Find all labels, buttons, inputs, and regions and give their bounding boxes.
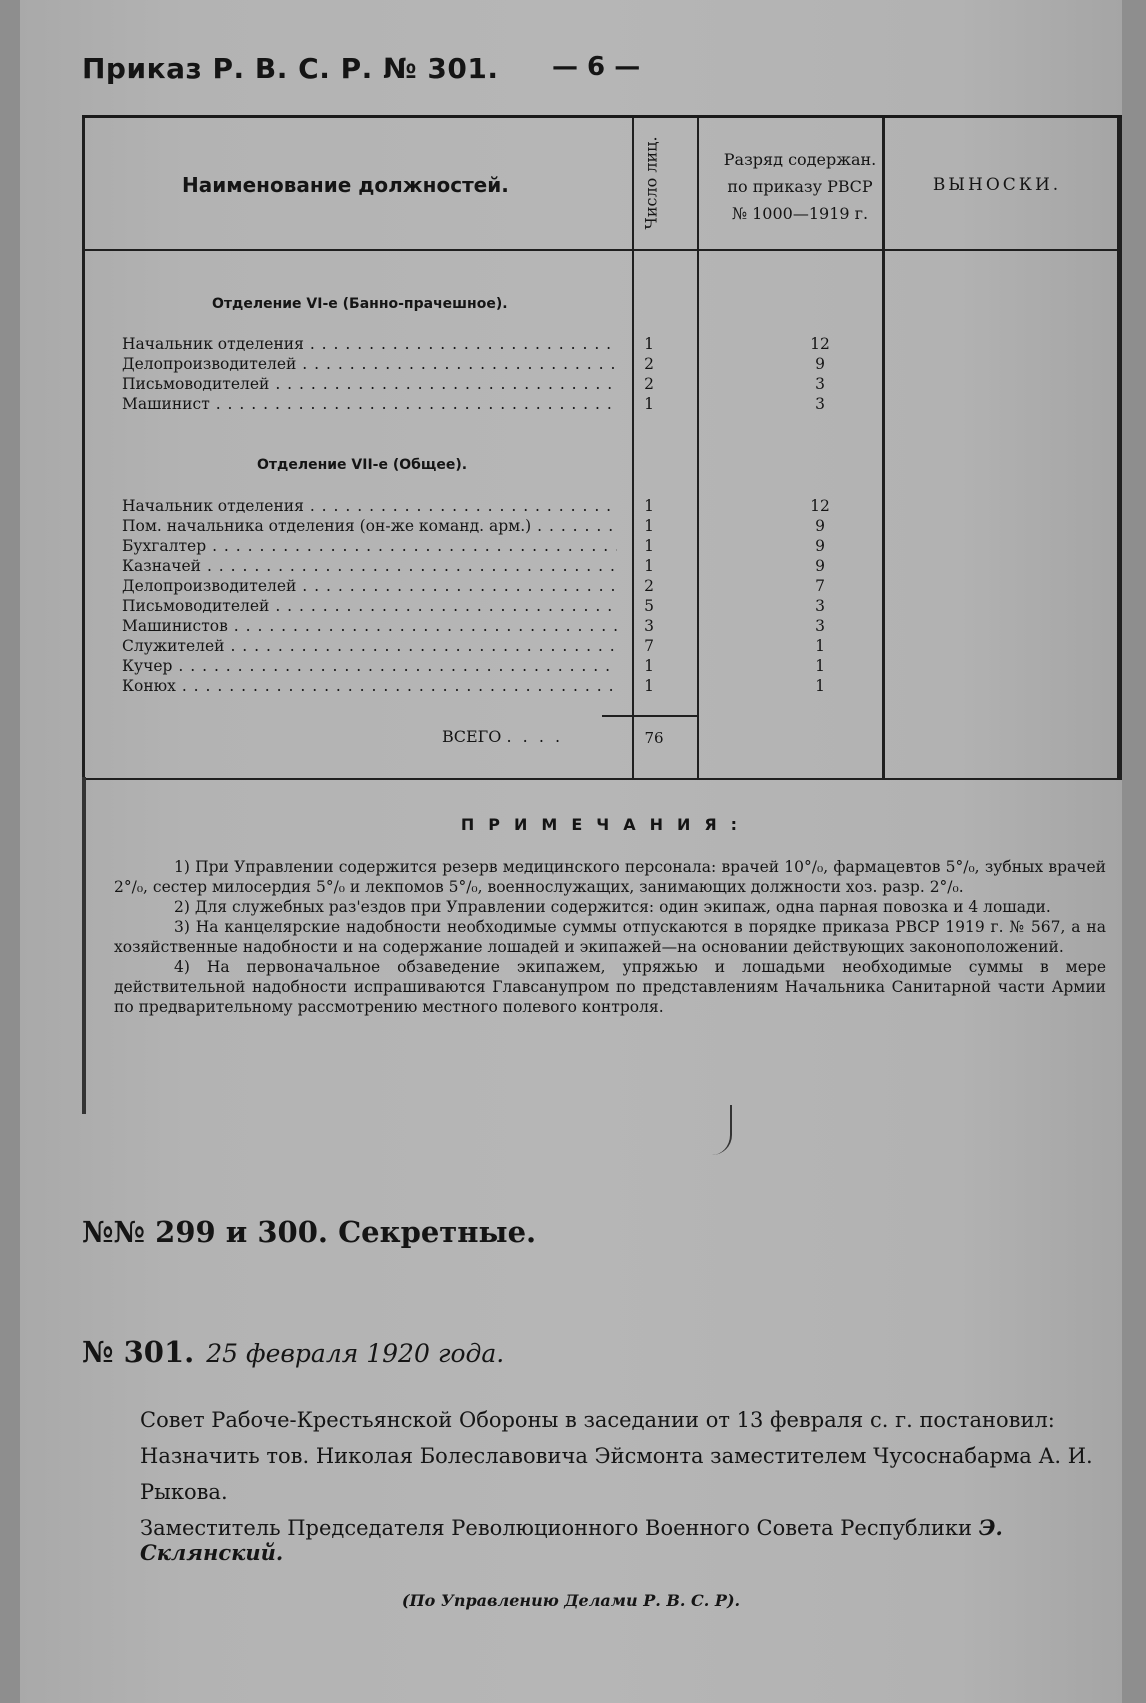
section-title-7: Отделение VII-е (Общее). xyxy=(257,457,468,473)
table-left-border xyxy=(82,118,85,780)
count-cell: 5 xyxy=(644,597,654,615)
total-label-text: ВСЕГО xyxy=(442,727,502,746)
position-name: Письмоводителей . . . xyxy=(122,596,617,616)
page-header xyxy=(82,52,1092,92)
position-name: Кучер . . . xyxy=(122,656,617,676)
rank-header-line: по приказу РВСР xyxy=(727,177,873,196)
position-name: Делопроизводителей . . . xyxy=(122,576,617,596)
table-row xyxy=(122,576,1122,596)
rank-cell: 9 xyxy=(815,537,825,555)
total-rule xyxy=(632,715,697,717)
notes-section xyxy=(82,777,1122,1114)
header-rule xyxy=(82,249,1122,251)
position-name: Бухгалтер . . . xyxy=(122,536,617,556)
table-row xyxy=(122,656,1122,676)
rank-cell: 1 xyxy=(815,677,825,695)
note-item: 3) На канцелярские надобности необходимые суммы отпускаются в порядке приказа РВСР 1919 г. № 567, а на хозяйственные надобности и на содержание лошадей и экипажей—на основании действующих законоположений. xyxy=(114,918,1106,956)
rank-cell: 9 xyxy=(815,355,825,373)
table-row xyxy=(122,354,1122,374)
table-row xyxy=(122,536,1122,556)
note-item: 4) На первоначальное обзаведение экипажем, упряжью и лошадьми необходимые суммы в мере действительной надобности испрашиваются Главсанупром по представлениям Начальника Санитарной части Армии по предварительному рассмотрению местного полевого контроля. xyxy=(114,958,1106,1016)
total-value: 76 xyxy=(644,729,664,747)
count-cell: 1 xyxy=(644,497,654,515)
total-dots: . . . . xyxy=(506,727,564,746)
footer-note: (По Управлению Делами Р. В. С. Р). xyxy=(401,1591,741,1610)
count-cell: 1 xyxy=(644,657,654,675)
count-cell: 1 xyxy=(644,557,654,575)
table-row xyxy=(122,496,1122,516)
count-cell: 7 xyxy=(644,637,654,655)
position-name: Машинист . . . xyxy=(122,394,617,414)
staff-table xyxy=(82,115,1122,780)
rank-cell: 9 xyxy=(815,557,825,575)
position-name: Делопроизводителей . . . xyxy=(122,354,617,374)
count-cell: 1 xyxy=(644,517,654,535)
column-header-count-text: Число лиц. xyxy=(641,136,661,230)
section-title-6: Отделение VI-е (Банно-прачешное). xyxy=(212,296,508,312)
table-row xyxy=(122,516,1122,536)
rank-cell: 12 xyxy=(810,497,830,515)
order-reference: Приказ Р. В. С. Р. № 301. xyxy=(82,52,499,85)
column-header-notes: ВЫНОСКИ. xyxy=(932,175,1062,195)
count-cell: 1 xyxy=(644,335,654,353)
rank-cell: 3 xyxy=(815,375,825,393)
signature-line xyxy=(140,1515,1122,1565)
position-name: Начальник отделения . . . xyxy=(122,496,617,516)
notes-title: ПРИМЕЧАНИЯ: xyxy=(460,815,752,834)
table-row xyxy=(122,676,1122,696)
signature-title: Заместитель Председателя Революционного Военного Совета Республики xyxy=(140,1516,973,1540)
column-header-count xyxy=(630,128,672,238)
count-cell: 1 xyxy=(644,395,654,413)
table-row xyxy=(122,374,1122,394)
table-row xyxy=(122,334,1122,354)
document-page xyxy=(20,0,1122,1703)
position-name: Машинистов . . . xyxy=(122,616,617,636)
rank-cell: 1 xyxy=(815,637,825,655)
table-row xyxy=(122,394,1122,414)
order-body: Совет Рабоче-Крестьянской Обороны в заседании от 13 февраля с. г. постановил: Назначить тов. Николая Болеславовича Эйсмонта заместителем Чусоснабарма А. И. Рыкова. xyxy=(140,1408,1093,1504)
secret-orders-heading: №№ 299 и 300. Секретные. xyxy=(82,1215,537,1249)
column-header-positions: Наименование должностей. xyxy=(182,173,509,197)
note-item: 1) При Управлении содержится резерв медицинского персонала: врачей 10°/₀, фармацевтов 5°/₀, зубных врачей 2°/₀, сестер милосердия 5°/₀ и лекпомов 5°/₀, военнослужащих, занимающих должности хоз. разр. 2°/₀. xyxy=(114,858,1106,896)
total-rule xyxy=(602,715,632,717)
table-row xyxy=(122,556,1122,576)
page-number: — 6 — xyxy=(552,52,641,82)
order-date: 25 февраля 1920 года. xyxy=(206,1339,505,1368)
column-header-rank xyxy=(710,146,890,227)
count-cell: 2 xyxy=(644,577,654,595)
rank-cell: 3 xyxy=(815,597,825,615)
pencil-mark xyxy=(710,1105,732,1155)
count-cell: 3 xyxy=(644,617,654,635)
count-cell: 2 xyxy=(644,355,654,373)
rank-header-line: № 1000—1919 г. xyxy=(731,204,869,223)
rank-cell: 3 xyxy=(815,395,825,413)
notes-list xyxy=(114,857,1106,1017)
table-row xyxy=(122,616,1122,636)
position-name: Начальник отделения . . . xyxy=(122,334,617,354)
position-name: Служителей . . . xyxy=(122,636,617,656)
position-name: Казначей . . . xyxy=(122,556,617,576)
count-cell: 1 xyxy=(644,677,654,695)
count-cell: 1 xyxy=(644,537,654,555)
count-cell: 2 xyxy=(644,375,654,393)
table-row xyxy=(122,636,1122,656)
signature-name: Э. Склянский. xyxy=(140,1515,1003,1565)
position-name: Письмоводителей . . . xyxy=(122,374,617,394)
position-name: Пом. начальника отделения (он-же команд. арм.) . . . xyxy=(122,516,617,536)
rank-header-line: Разряд содержан. xyxy=(723,150,877,169)
rank-cell: 3 xyxy=(815,617,825,635)
rank-cell: 9 xyxy=(815,517,825,535)
rank-cell: 7 xyxy=(815,577,825,595)
rank-cell: 12 xyxy=(810,335,830,353)
order-heading xyxy=(82,1335,504,1369)
rank-cell: 1 xyxy=(815,657,825,675)
table-row xyxy=(122,596,1122,616)
note-item: 2) Для служебных раз'ездов при Управлении содержится: один экипаж, одна парная повозка и 4 лошади. xyxy=(174,898,1051,916)
total-label xyxy=(442,727,563,746)
position-name: Конюх . . . xyxy=(122,676,617,696)
order-number: № 301. xyxy=(82,1335,195,1369)
